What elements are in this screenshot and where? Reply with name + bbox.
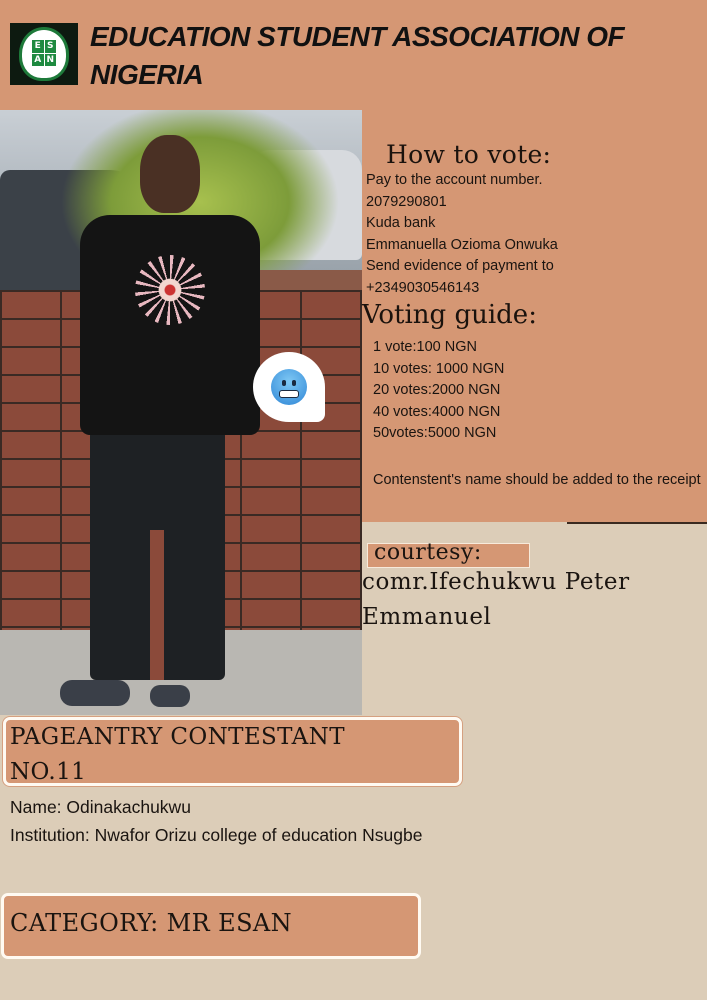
photo-person-torso (80, 215, 260, 435)
contestant-title: PAGEANTRY CONTESTANT NO.11 (10, 724, 345, 785)
vote-rate: 1 vote:100 NGN (373, 339, 477, 355)
account-number: 2079290801 (366, 193, 447, 210)
logo-letter: N (46, 54, 55, 65)
vote-rate: 10 votes: 1000 NGN (373, 360, 505, 377)
phone-number: +2349030546143 (366, 279, 480, 296)
shirt-eye-graphic-icon (135, 255, 205, 325)
organization-title: EDUCATION STUDENT ASSOCIATION OF NIGERIA (90, 21, 625, 90)
voting-rates-list (373, 337, 703, 445)
photo-sandal-left (60, 680, 130, 706)
esan-logo (10, 23, 78, 85)
contestant-name: Name: Odinakachukwu (10, 797, 191, 817)
photo-person-head (140, 135, 200, 213)
logo-letter: S (45, 40, 57, 53)
courtesy-name: comr.Ifechukwu Peter Emmanuel (362, 569, 630, 630)
vote-rate: 50votes:5000 NGN (373, 425, 497, 441)
logo-shield-icon (19, 27, 69, 81)
evidence-instruction: Send evidence of payment to (366, 258, 554, 274)
account-name: Emmanuella Ozioma Onwuka (366, 236, 558, 253)
contestant-institution: Institution: Nwafor Orizu college of education Nsugbe (10, 825, 423, 845)
photo-sandal-right (150, 685, 190, 707)
category-label: CATEGORY: MR ESAN (10, 909, 293, 937)
bank-name: Kuda bank (366, 215, 436, 231)
logo-letter: A (32, 54, 44, 67)
divider-line (567, 522, 707, 524)
vote-rate: 40 votes:4000 NGN (373, 403, 501, 420)
emoji-eye (282, 380, 286, 386)
cold-face-emoji-icon (253, 352, 325, 422)
emoji-teeth (279, 390, 299, 398)
emoji-face (271, 369, 307, 405)
vote-instruction: Pay to the account number. (366, 172, 543, 188)
logo-letter: E (32, 40, 44, 53)
courtesy-label: courtesy: (374, 540, 482, 565)
receipt-note: Contenstent's name should be added to the receipt (373, 472, 701, 488)
photo-leg-gap (150, 530, 164, 680)
how-to-vote-title: How to vote: (386, 140, 552, 169)
voting-guide-title: Voting guide: (362, 300, 537, 330)
emoji-eye (292, 380, 296, 386)
vote-rate: 20 votes:2000 NGN (373, 382, 501, 398)
how-to-vote-panel (366, 140, 701, 299)
